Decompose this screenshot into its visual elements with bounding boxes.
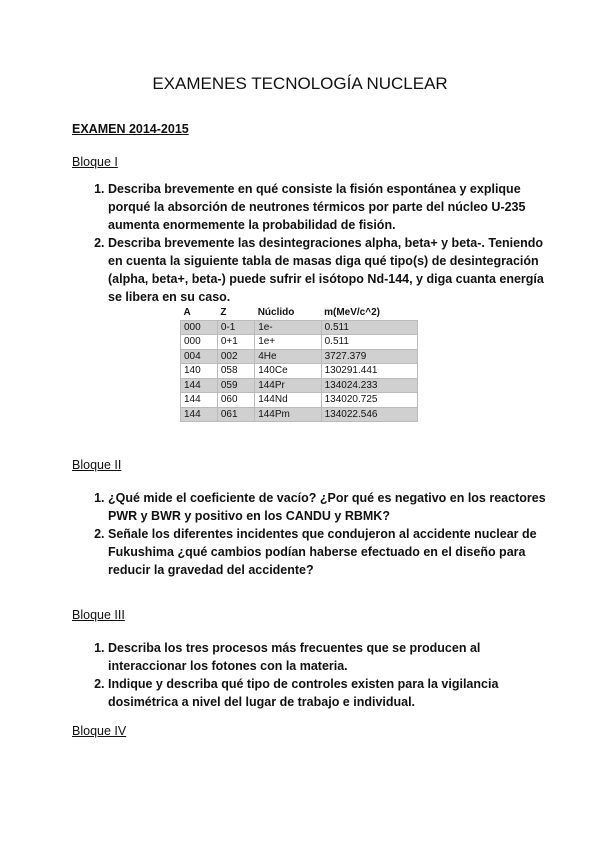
bloque-ii-heading: Bloque II	[72, 458, 122, 472]
table-cell: 130291.441	[321, 364, 417, 379]
mass-table	[180, 306, 418, 422]
table-cell: 140Ce	[255, 364, 321, 379]
table-cell: 140	[181, 364, 218, 379]
bloque-iv-heading: Bloque IV	[72, 724, 127, 738]
table-cell: 004	[181, 349, 218, 364]
bloque-i-questions	[90, 180, 548, 306]
table-cell: 1e+	[255, 335, 321, 350]
question: 1. Describa brevemente en qué consiste la fisión espontánea y explique porqué la absorción de neutrones térmicos por parte del núcleo U-235 aumenta enormemente la probabilidad de fisión.	[108, 180, 548, 234]
question: 1. Describa los tres procesos más frecuentes que se producen al interaccionar los fotones con la materia.	[108, 639, 548, 675]
table-cell: 061	[217, 407, 254, 422]
table-cell: 134020.725	[321, 393, 417, 408]
table-row	[181, 407, 418, 422]
table-row	[181, 335, 418, 350]
table-row	[181, 349, 418, 364]
table-header: m(MeV/c^2)	[324, 307, 380, 319]
table-cell: 059	[217, 378, 254, 393]
table-cell: 0.511	[321, 320, 417, 335]
bloque-iii-heading: Bloque III	[72, 608, 125, 622]
question: 2. Señale los diferentes incidentes que condujeron al accidente nuclear de Fukushima ¿qué cambios podían haberse efectuado en el diseño para reducir la gravedad del accidente?	[108, 525, 548, 579]
table-cell: 0+1	[217, 335, 254, 350]
table-row	[181, 364, 418, 379]
table-cell: 3727.379	[321, 349, 417, 364]
table-cell: 144Pm	[255, 407, 321, 422]
table-header: Núclido	[257, 307, 295, 319]
table-header: Z	[220, 307, 227, 319]
table-cell: 058	[217, 364, 254, 379]
table-cell: 060	[217, 393, 254, 408]
table-row	[181, 378, 418, 393]
table-cell: 144Pr	[255, 378, 321, 393]
question: 1. ¿Qué mide el coeficiente de vacío? ¿Por qué es negativo en los reactores PWR y BWR y positivo en los CANDU y RBMK?	[108, 489, 548, 525]
table-cell: 1e-	[255, 320, 321, 335]
table-cell: 000	[181, 320, 218, 335]
bloque-ii-questions	[90, 489, 548, 579]
table-cell: 134022.546	[321, 407, 417, 422]
question: 2. Indique y describa qué tipo de controles existen para la vigilancia dosimétrica a nivel del lugar de trabajo e individual.	[108, 675, 548, 711]
table-cell: 144Nd	[255, 393, 321, 408]
table-cell: 134024.233	[321, 378, 417, 393]
table-cell: 0.511	[321, 335, 417, 350]
table-cell: 000	[181, 335, 218, 350]
bloque-i-heading: Bloque I	[72, 155, 118, 169]
table-cell: 4He	[255, 349, 321, 364]
table-cell: 002	[217, 349, 254, 364]
exam-heading: EXAMEN 2014-2015	[72, 122, 189, 136]
bloque-iii-questions	[90, 639, 548, 711]
table-cell: 144	[181, 393, 218, 408]
table-cell: 144	[181, 378, 218, 393]
table-header: A	[183, 307, 191, 319]
table-row	[181, 320, 418, 335]
document-title: EXAMENES TECNOLOGÍA NUCLEAR	[152, 74, 448, 93]
question: 2. Describa brevemente las desintegraciones alpha, beta+ y beta-. Teniendo en cuenta la siguiente tabla de masas diga qué tipo(s) de desintegración (alpha, beta+, beta-) puede sufrir el isótopo Nd-144, y diga cuanta energía se libera en su caso.	[108, 234, 548, 306]
table-cell: 0-1	[217, 320, 254, 335]
table-row	[181, 393, 418, 408]
table-cell: 144	[181, 407, 218, 422]
